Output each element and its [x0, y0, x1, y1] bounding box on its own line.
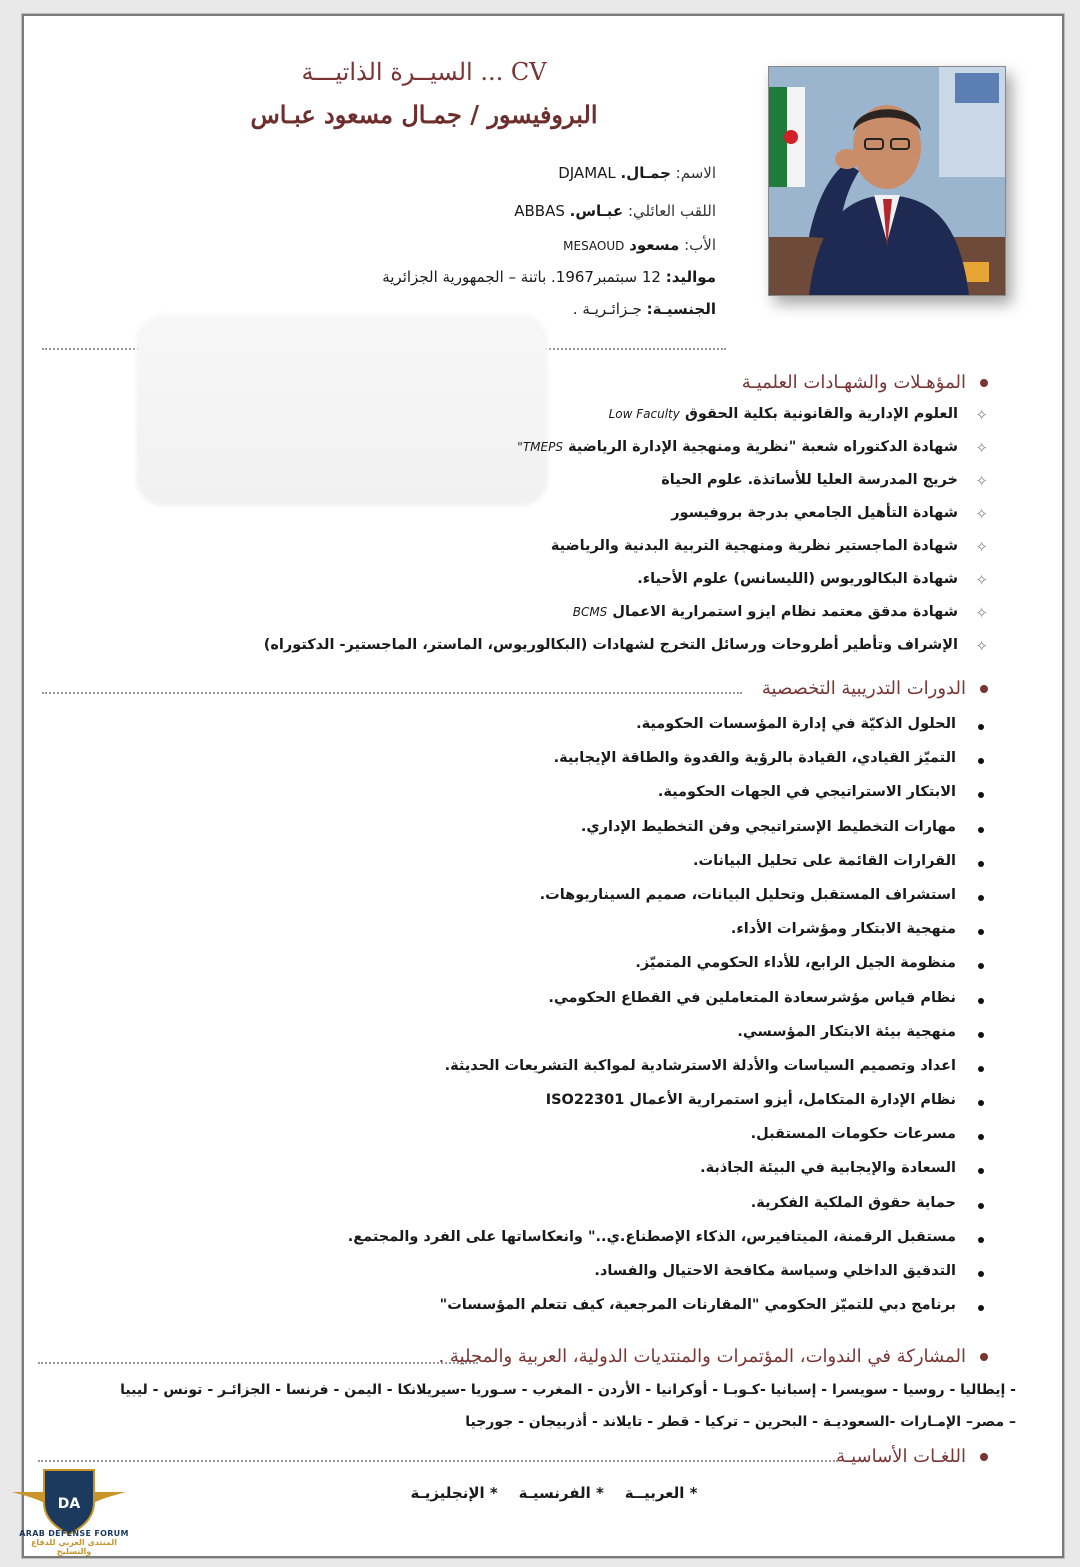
list-item: مسرعات حكومات المستقبل.	[66, 1126, 986, 1160]
bullet-icon	[978, 758, 984, 764]
info-name-row	[296, 164, 716, 182]
diamond-bullet-icon: ✧	[975, 571, 988, 589]
heading-bullet-icon	[980, 379, 988, 387]
name-value: جمـال.	[620, 164, 671, 182]
bullet-icon	[978, 724, 984, 730]
birth-value: 12 سبتمبر1967. باتنة – الجمهورية الجزائرية	[382, 268, 661, 286]
list-item: مستقبل الرقمنة، الميتافيرس، الذكاء الإصطناع.ي.." وانعكاساتها على الفرد والمجتمع.	[66, 1229, 986, 1263]
language-french: * الفرنسيـة	[518, 1484, 604, 1502]
qualifications-heading: المؤهـلات والشهـادات العلميـة	[742, 372, 988, 393]
list-item: ✧ العلوم الإدارية والقانونية بكلية الحقوق Low Faculty	[608, 406, 988, 424]
diamond-bullet-icon: ✧	[975, 604, 988, 622]
bullet-icon	[978, 861, 984, 867]
nationality-value: جـزائـريـة .	[572, 300, 642, 318]
countries-line-1: - إيطاليا - روسيا - سويسرا - إسبانيا -كـوبـا - أوكرانيا - الأردن - المغرب - سـوريا -سيريلانكا - اليمن - فرنسا - الجزائـر - تونس - ليبيا	[120, 1382, 1016, 1398]
cv-person-title: البروفيسور / جمـال مسعود عبـاس	[250, 100, 598, 129]
svg-text:DA: DA	[57, 1496, 81, 1512]
list-item: نظام قياس مؤشرسعادة المتعاملين في القطاع الحكومي.	[66, 990, 986, 1024]
languages-list	[404, 1484, 704, 1502]
bullet-icon	[978, 895, 984, 901]
diamond-bullet-icon: ✧	[975, 538, 988, 556]
name-label: الاسم:	[675, 164, 716, 182]
list-item: الحلول الذكيّة في إدارة المؤسسات الحكومية.	[66, 716, 986, 750]
list-item: ✧ خريج المدرسة العليا للأساتذة. علوم الحياة	[661, 472, 988, 490]
watermark-caption: ARAB DEFENSE FORUM المنتدى العربي للدفاع والتسليح	[19, 1529, 129, 1556]
bullet-icon	[978, 1168, 984, 1174]
courses-list	[66, 716, 986, 1331]
list-item: منهجية بيئة الابتكار المؤسسي.	[66, 1024, 986, 1058]
language-arabic: * العربيــة	[624, 1484, 698, 1502]
bullet-icon	[978, 1271, 984, 1277]
list-item: ✧ شهادة مدقق معتمد نظام ايزو استمرارية الاعمال BCMS	[572, 604, 988, 622]
qualifications-list	[68, 406, 988, 670]
forum-watermark-logo	[4, 1462, 134, 1562]
info-birth-row	[296, 268, 716, 286]
list-item: القرارات القائمة على تحليل البيانات.	[66, 853, 986, 887]
list-item: منهجية الابتكار ومؤشرات الأداء.	[66, 921, 986, 955]
heading-bullet-icon	[980, 1353, 988, 1361]
list-item: منظومة الجيل الرابع، للأداء الحكومي المتميّز.	[66, 955, 986, 989]
list-item: برنامج دبي للتميّز الحكومي "المقارنات المرجعية، كيف تتعلم المؤسسات"	[66, 1297, 986, 1331]
info-father-row	[296, 236, 716, 254]
bullet-icon	[978, 1100, 984, 1106]
list-item: التدقيق الداخلي وسياسة مكافحة الاحتيال والفساد.	[66, 1263, 986, 1297]
list-item: ✧ الإشراف وتأطير أطروحات ورسائل التخرج لشهادات (البكالوريوس، الماستر، الماجستير- الدكتوراه)	[263, 637, 988, 655]
portrait-photo	[768, 66, 1006, 296]
conferences-heading: المشاركة في الندوات، المؤتمرات والمنتديات الدولية، العربية والمحلية .	[438, 1346, 988, 1367]
list-item: ✧ شهادة البكالوريوس (الليسانس) علوم الأحياء.	[637, 571, 988, 589]
bullet-icon	[978, 1032, 984, 1038]
cv-page	[22, 14, 1064, 1558]
diamond-bullet-icon: ✧	[975, 439, 988, 457]
list-item: نظام الإدارة المتكامل، أيزو استمرارية الأعمال ISO22301	[66, 1092, 986, 1126]
list-item: ✧ شهادة الماجستير نظرية ومنهجية التربية البدنية والرياضية	[550, 538, 988, 556]
list-item: اعداد وتصميم السياسات والأدلة الاسترشادية لمواكبة التشريعات الحديثة.	[66, 1058, 986, 1092]
info-family-row	[296, 202, 716, 220]
birth-label: مواليد:	[665, 268, 716, 286]
bullet-icon	[978, 929, 984, 935]
bullet-icon	[978, 1134, 984, 1140]
family-value: عبـاس.	[569, 202, 624, 220]
diamond-bullet-icon: ✧	[975, 637, 988, 655]
father-value: مسعود	[629, 236, 680, 254]
cv-title: السيــرة الذاتيـــة ... CV	[301, 58, 547, 86]
list-item: ✧ شهادة الدكتوراه شعبة "نظرية ومنهجية الإدارة الرياضية TMEPS"	[517, 439, 988, 457]
bullet-icon	[978, 1237, 984, 1243]
family-label: اللقب العائلي:	[627, 202, 716, 220]
list-item: التميّز القيادي، القيادة بالرؤية والقدوة والطاقة الإيجابية.	[66, 750, 986, 784]
bullet-icon	[978, 1203, 984, 1209]
language-english: * الإنجليزيـة	[410, 1484, 498, 1502]
bullet-icon	[978, 998, 984, 1004]
languages-heading: اللغـات الأساسيـة	[836, 1446, 988, 1467]
divider	[38, 1362, 478, 1364]
list-item: ✧ شهادة التأهيل الجامعي بدرجة بروفيسور	[671, 505, 988, 523]
heading-bullet-icon	[980, 1453, 988, 1461]
diamond-bullet-icon: ✧	[975, 505, 988, 523]
father-label: الأب:	[684, 236, 716, 254]
bullet-icon	[978, 792, 984, 798]
divider	[42, 692, 742, 694]
list-item: السعادة والإيجابية في البيئة الجاذبة.	[66, 1160, 986, 1194]
list-item: استشراف المستقبل وتحليل البيانات، صميم السيناريوهات.	[66, 887, 986, 921]
family-latin: ABBAS	[514, 202, 565, 220]
portrait-illustration	[769, 67, 1005, 295]
heading-bullet-icon	[980, 685, 988, 693]
diamond-bullet-icon: ✧	[975, 406, 988, 424]
father-latin: MESAOUD	[563, 239, 625, 253]
name-latin: DJAMAL	[558, 164, 616, 182]
bullet-icon	[978, 1066, 984, 1072]
list-item: الابتكار الاستراتيجي في الجهات الحكومية.	[66, 784, 986, 818]
diamond-bullet-icon: ✧	[975, 472, 988, 490]
nationality-label: الجنسيـة:	[646, 300, 716, 318]
countries-line-2: – مصر– الإمـارات -السعوديـة - البحرين – تركيا - قطر - تايلاند - أذربيجان - جورجيا	[465, 1414, 1016, 1430]
bullet-icon	[978, 1305, 984, 1311]
list-item: حماية حقوق الملكية الفكرية.	[66, 1195, 986, 1229]
divider	[38, 1460, 838, 1462]
bullet-icon	[978, 963, 984, 969]
list-item: مهارات التخطيط الإستراتيجي وفن التخطيط الإداري.	[66, 819, 986, 853]
courses-heading: الدورات التدريبية التخصصية	[762, 678, 988, 699]
bullet-icon	[978, 827, 984, 833]
